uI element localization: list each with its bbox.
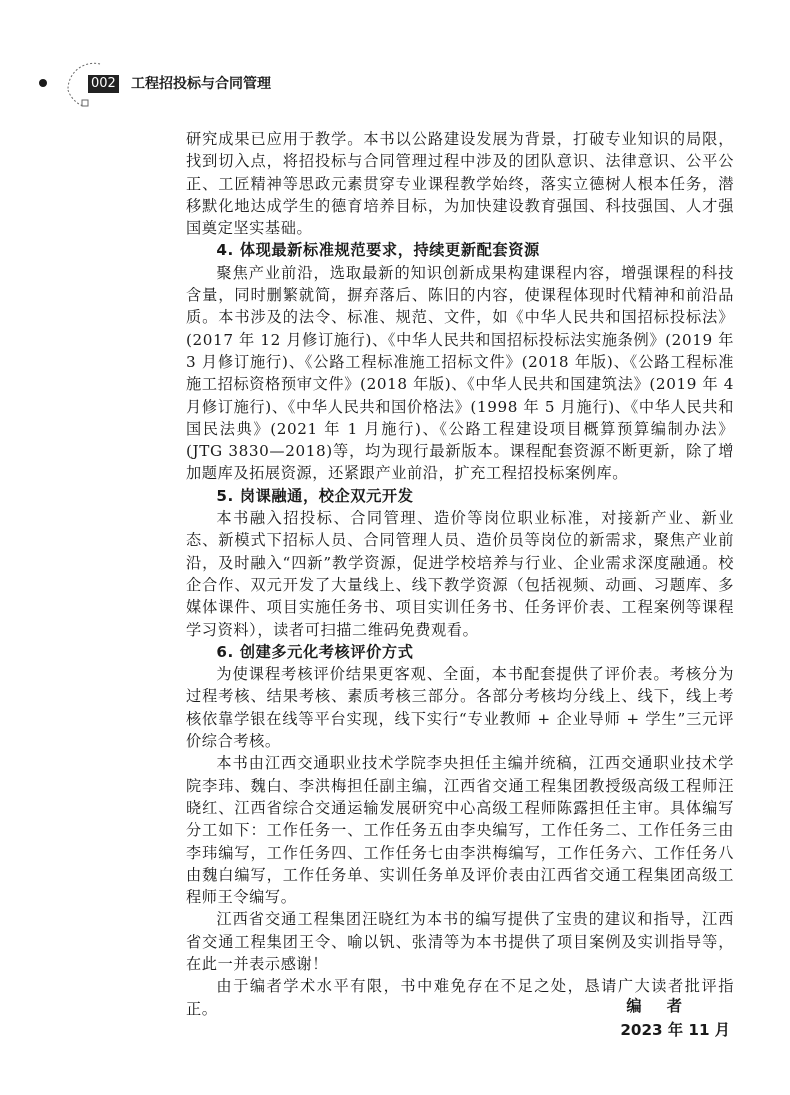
body-text	[186, 128, 734, 1020]
signature-block	[560, 994, 730, 1042]
signature-editor: 编 者	[626, 997, 692, 1015]
paragraph-authors: 本书由江西交通职业技术学院李央担任主编并统稿，江西交通职业技术学院李玮、魏白、李洪梅担任副主编，江西省交通工程集团教授级高级工程师汪晓红、江西省综合交通运输发展研究中心高级工程师陈露担任主审。具体编写分工如下：工作任务一、工作任务五由李央编写，工作任务二、工作任务三由李玮编写，工作任务四、工作任务七由李洪梅编写，工作任务六、工作任务八由魏白编写，工作任务单、实训任务单及评价表由江西省交通工程集团高级工程师王令编写。	[186, 754, 734, 907]
signature-date: 2023 年 11 月	[620, 1021, 730, 1039]
running-title: 工程招投标与合同管理	[131, 76, 271, 92]
section-heading-6: 6. 创建多元化考核评价方式	[216, 642, 414, 661]
paragraph-continued: 研究成果已应用于教学。本书以公路建设发展为背景，打破专业知识的局限，找到切入点，将招投标与合同管理过程中涉及的团队意识、法律意识、公平公正、工匠精神等思政元素贯穿专业课程教学始终，落实立德树人根本任务，潜移默化地达成学生的德育培养目标，为加快建设教育强国、科技强国、人才强国奠定坚实基础。	[186, 130, 734, 238]
section-heading-5: 5. 岗课融通，校企双元开发	[216, 486, 414, 505]
paragraph-closing: 由于编者学术水平有限，书中难免存在不足之处，恳请广大读者批评指正。	[186, 977, 734, 1018]
page-number: 002	[88, 75, 119, 93]
paragraph-6: 为使课程考核评价结果更客观、全面，本书配套提供了评价表。考核分为过程考核、结果考核、素质考核三部分。各部分考核均分线上、线下，线上考核依靠学银在线等平台实现，线下实行“专业教师 + 企业导师 + 学生”三元评价综合考核。	[186, 665, 734, 751]
paragraph-4: 聚焦产业前沿，选取最新的知识创新成果构建课程内容，增强课程的科技含量，同时删繁就简，摒弃落后、陈旧的内容，使课程体现时代精神和前沿品质。本书涉及的法令、标准、规范、文件，如《中华人民共和国招标投标法》(2017 年 12 月修订施行)、《中华人民共和国招标投标法实施条例》(2019 年 3 月修订施行)、《公路工程标准施工招标文件》(2018 年版)、《公路工程标准施工招标资格预审文件》(2018 年版)、《中华人民共和国建筑法》(2019 年 4 月修订施行)、《中华人民共和国价格法》(1998 年 5 月施行)、《中华人民共和国民法典》(2021 年 1 月施行)、《公路工程建设项目概算预算编制办法》(JTG 3830—2018)等，均为现行最新版本。课程配套资源不断更新，除了增加题库及拓展资源，还紧跟产业前沿，扩充工程招投标案例库。	[186, 263, 734, 483]
paragraph-acknowledgement: 江西省交通工程集团汪晓红为本书的编写提供了宝贵的建议和指导，江西省交通工程集团王令、喻以钒、张清等为本书提供了项目案例及实训指导等，在此一并表示感谢！	[186, 910, 734, 973]
section-heading-4: 4. 体现最新标准规范要求，持续更新配套资源	[216, 241, 540, 260]
paragraph-5: 本书融入招投标、合同管理、造价等岗位职业标准，对接新产业、新业态、新模式下招标人员、合同管理人员、造价员等岗位的新需求，聚焦产业前沿，及时融入“四新”教学资源，促进学校培养与行业、企业需求深度融通。校企合作、双元开发了大量线上、线下教学资源（包括视频、动画、习题库、多媒体课件、项目实施任务书、项目实训任务书、任务评价表、工程案例等课程学习资料），读者可扫描二维码免费观看。	[186, 509, 734, 639]
